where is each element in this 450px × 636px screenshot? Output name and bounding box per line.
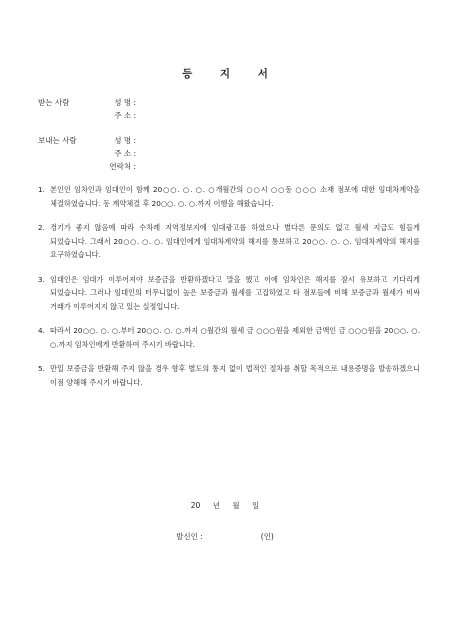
document-title: 등 지 서 [182,68,280,80]
signature-line [0,531,450,542]
clause-item [38,221,420,262]
sender-contact-label: 연락처 : [109,162,136,171]
sender-name-label: 성 명 : [114,136,136,145]
clause-item [38,324,420,351]
clause-item [38,183,420,210]
clause-list [38,183,420,400]
recipient-role-label: 받는 사람 [38,98,70,107]
clause-number: 1. [38,185,45,194]
signature-label: 발신인 : [176,532,203,541]
clause-number: 5. [38,364,45,373]
clause-item [38,273,420,314]
sender-block [38,134,238,174]
clause-number: 4. [38,326,45,335]
clause-text: 따라서 20○○. ○. ○.부터 20○○. ○. ○.까지 ○월간의 월세 금 ○○○원을 제외한 금액인 금 ○○○원을 20○○. ○. ○.까지 임차인에게 반환하여 주시기 바랍니다. [50,326,420,349]
seal-mark: (인) [260,532,274,541]
date-line: 20 년 월 일 [190,501,260,510]
clause-text: 임대인은 임대가 이루어져야 보증금을 반환하겠다고 말을 했고 이에 임차인은 해지를 잠시 유보하고 기다리게 되었습니다. 그러나 임대인의 터무니없이 높은 보증금과 월세를 고집하였고 타 점포들에 비해 보증금과 월세가 비싸 거래가 이루어지지 않고 있는 실정입니다. [50,274,420,311]
sender-role-label: 보내는 사람 [38,136,77,145]
clause-number: 3. [38,274,45,284]
clause-number: 2. [38,223,45,232]
clause-text: 만일 보증금을 반환해 주지 않을 경우 향후 별도의 통지 없이 법적인 절차를 취할 목적으로 내용증명을 발송하겠으니 이점 양해해 주시기 바랍니다. [50,364,420,387]
recipient-name-label: 성 명 : [114,98,136,107]
recipient-address-label: 주 소 : [114,111,136,120]
recipient-block [38,96,238,122]
sender-address-label: 주 소 : [114,149,136,158]
clause-item [38,362,420,389]
clause-text: 본인인 임차인과 임대인이 함께 20○○. ○. ○. ○개월간의 ○○시 ○○동 ○○○ 소재 점포에 대한 임대차계약을 체결하였습니다. 동 계약체결 후 20○○. ○. ○.까지 이행을 해왔습니다. [50,185,420,208]
clause-text: 경기가 좋지 않음에 따라 수차례 지역정보지에 임대광고를 하였으나 별다른 문의도 없고 월세 지급도 힘들게 되었습니다. 그래서 20○○. ○. ○. 임대인에게 임대차계약의 해지를 통보하고 20○○. ○. ○. 임대차계약의 해지를 요구하였습니다. [50,223,420,259]
